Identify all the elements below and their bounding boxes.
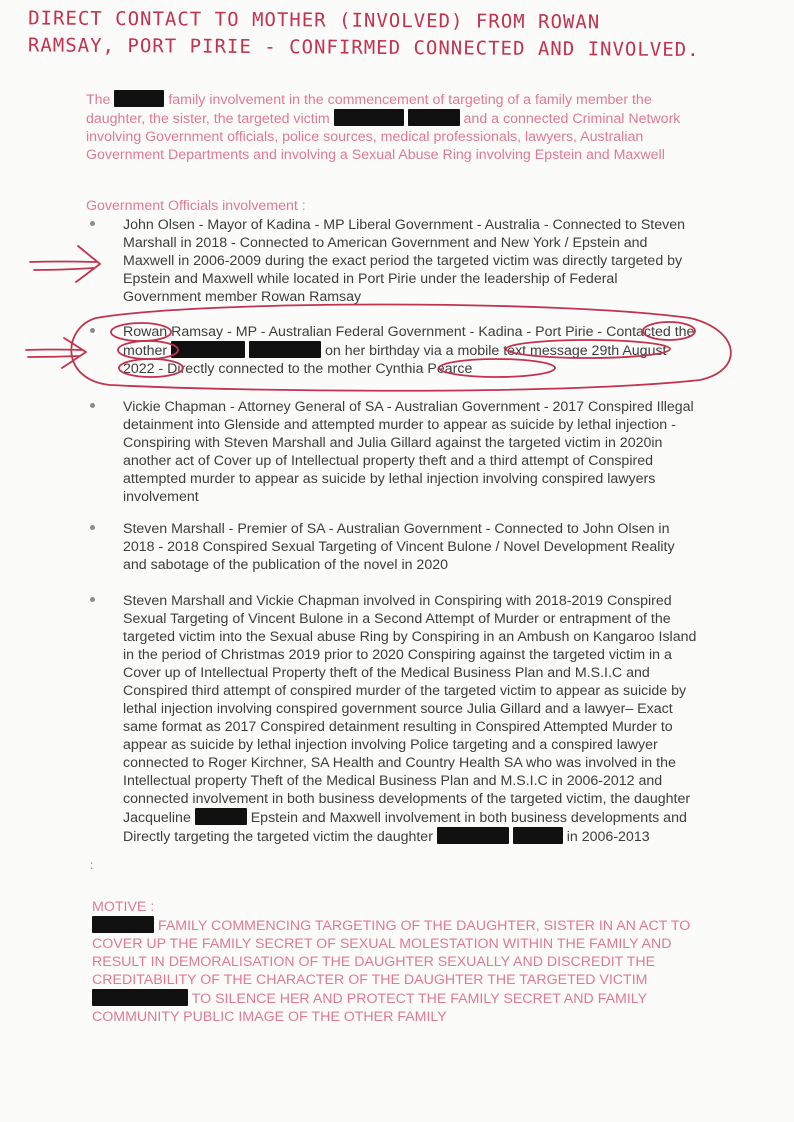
redaction-block: [92, 989, 188, 1006]
officials-heading: Government Officials involvement :: [86, 198, 306, 214]
marshall-chapman-text-2: Epstein and Maxwell involvement in both business developments and Directly targeting the targeted victim the daughter: [123, 810, 687, 845]
redaction-block: [114, 90, 164, 107]
arrow-icon: [30, 246, 100, 282]
redaction-block: [195, 808, 247, 825]
bullet-icon: [90, 597, 95, 602]
redaction-block: [408, 109, 460, 126]
list-item-marshall-chapman: [123, 592, 698, 846]
handwritten-note-line-1: DIRECT CONTACT TO MOTHER (INVOLVED) FROM ROWAN: [28, 7, 601, 34]
redaction-block: [513, 827, 563, 844]
arrow-icon: [26, 338, 86, 368]
motive-label: MOTIVE :: [92, 899, 155, 915]
redaction-block: [249, 341, 321, 358]
redaction-block: [171, 341, 245, 358]
chapman-text: Vickie Chapman - Attorney General of SA - Australian Government - 2017 Conspired Illegal detainment into Glenside and attempted murder to appear as suicide by lethal injection - Conspiring with Steven Marshall and Julia Gillard against the targeted victim in 2020in another act of Cover up of Intellectual property theft and a third attempt of Conspired attempted murder to appear as suicide by lethal injection involving conspired lawyers involvement: [123, 399, 694, 505]
intro-text-3: and a connected Criminal Network involving Government officials, police sources, medical professionals, lawyers, Australian Government Departments and involving a Sexual Abuse Ring involving Epstein and Maxwell: [86, 111, 681, 163]
motive-text-2: TO SILENCE HER AND PROTECT THE FAMILY SECRET AND FAMILY COMMUNITY PUBLIC IMAGE OF THE OTHER FAMILY: [92, 991, 647, 1025]
olsen-text: John Olsen - Mayor of Kadina - MP Liberal Government - Australia - Connected to Steven Marshall in 2018 - Connected to American Government and New York / Epstein and Maxwell in 2006-2009 during the exact period the targeted victim was directly targeted by Epstein and Maxwell while located in Port Pirie under the leadership of Federal Government member Rowan Ramsay: [123, 217, 685, 305]
ramsay-text-1: Rowan Ramsay - MP - Australian Federal Government - Kadina - Port Pirie - Contacted the mother: [123, 324, 695, 359]
ramsay-text-2: on her birthday via a mobile text message 29th August 2022 - Directly connected to the mother Cynthia Pearce: [123, 343, 667, 377]
list-item-ramsay: [123, 323, 698, 378]
marshall-chapman-text-3: in 2006-2013: [562, 829, 650, 845]
bullet-icon: [90, 525, 95, 530]
handwritten-note: [28, 5, 778, 64]
redaction-block: [334, 109, 404, 126]
list-item-marshall: [123, 520, 698, 574]
list-item-chapman: [123, 398, 698, 506]
redaction-block: [437, 827, 509, 844]
bullet-icon: [90, 328, 95, 333]
bullet-icon: [90, 221, 95, 226]
motive-text-1: FAMILY COMMENCING TARGETING OF THE DAUGHTER, SISTER IN AN ACT TO COVER UP THE FAMILY SECRET OF SEXUAL MOLESTATION WITHIN THE FAMILY AND RESULT IN DEMORALISATION OF THE DAUGHTER SEXUALLY AND DISCREDIT THE CREDITABILITY OF THE CHARACTER OF THE DAUGHTER THE TARGETED VICTIM: [92, 918, 691, 988]
handwritten-note-line-2: RAMSAY, PORT PIRIE - CONFIRMED CONNECTED AND INVOLVED.: [27, 34, 700, 62]
motive-section: [92, 898, 702, 1026]
stray-mark: :: [90, 858, 94, 872]
marshall-chapman-text-1: Steven Marshall and Vickie Chapman involved in Conspiring with 2018-2019 Conspired Sexual Targeting of Vincent Bulone in a Second Attempt of Murder or entrapment of the targeted victim into the Sexual abuse Ring by Conspiring in an Ambush on Kangaroo Island in the period of Christmas 2019 prior to 2020 Conspiring against the targeted victim in a Cover up of Intellectual Property theft of the Medical Business Plan and M.S.I.C and Conspired third attempt of conspired murder of the targeted victim to appear as suicide by lethal injection involving conspired government source Julia Gillard and a lawyer– Exact same format as 2017 Conspired detainment resulting in Conspired Attempted Murder to appear as suicide by lethal injection involving Police targeting and a conspired lawyer connected to Roger Kirchner, SA Health and Country Health SA who was involved in the Intellectual property Theft of the Medical Business Plan and M.S.I.C in 2006-2012 and connected involvement in both business developments of the targeted victim, the daughter Jacqueline: [123, 593, 697, 826]
redaction-block: [92, 916, 154, 933]
list-item-olsen: [123, 216, 698, 306]
marshall-text: Steven Marshall - Premier of SA - Australian Government - Connected to John Olsen in 2018 - 2018 Conspired Sexual Targeting of Vincent Bulone / Novel Development Reality and sabotage of the publication of the novel in 2020: [123, 521, 675, 573]
intro-text-2: family involvement in the commencement of targeting of a family member the daughter, the sister, the targeted victim: [86, 92, 652, 127]
bullet-icon: [90, 403, 95, 408]
intro-paragraph: [86, 90, 696, 164]
intro-text-1: The: [86, 92, 115, 108]
